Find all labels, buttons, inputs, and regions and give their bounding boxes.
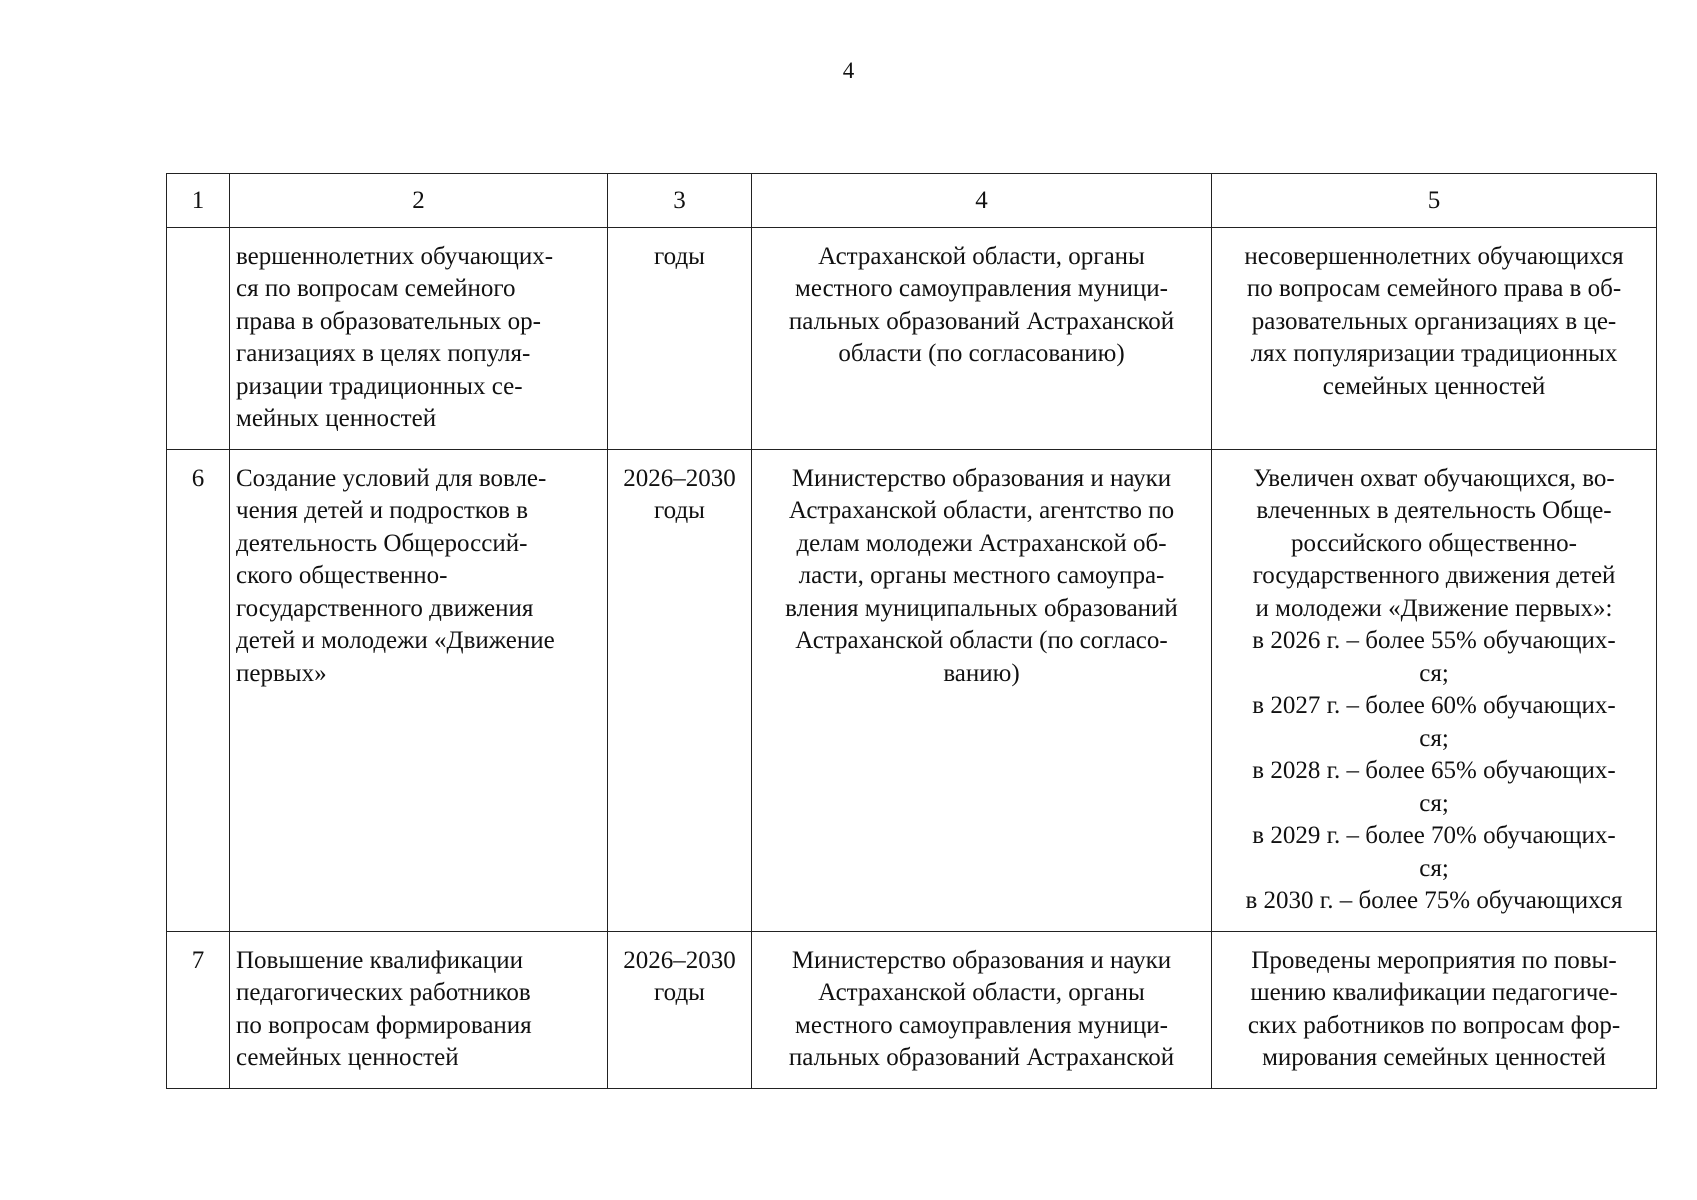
period-line: 2026–2030 bbox=[623, 464, 736, 492]
result-line: Проведены мероприятия по повы- bbox=[1251, 946, 1617, 974]
header-col-4: 4 bbox=[752, 174, 1212, 228]
result-cell bbox=[1212, 931, 1657, 1088]
task-cell bbox=[230, 449, 608, 931]
executors-line: области (по согласованию) bbox=[838, 340, 1125, 367]
result-line: ся; bbox=[1419, 789, 1449, 817]
result-line: в 2030 г. – более 75% обучающихся bbox=[1245, 887, 1623, 914]
task-line: по вопросам формирования bbox=[236, 1011, 532, 1039]
result-line: ских работников по вопросам фор- bbox=[1247, 1011, 1621, 1039]
executors-line: вления муниципальных образований bbox=[785, 594, 1178, 622]
result-line: в 2028 г. – более 65% обучающих- bbox=[1252, 757, 1616, 784]
table-row bbox=[167, 449, 1657, 931]
table-row bbox=[167, 931, 1657, 1088]
period-line: годы bbox=[654, 979, 705, 1006]
task-line: первых» bbox=[236, 659, 327, 687]
result-line: и молодежи «Движение первых»: bbox=[1255, 594, 1613, 622]
result-line: семейных ценностей bbox=[1322, 372, 1546, 400]
executors-line: Астраханской области (по согласо- bbox=[795, 627, 1168, 654]
result-line: Увеличен охват обучающихся, во- bbox=[1253, 464, 1615, 492]
task-line: педагогических работников bbox=[236, 979, 531, 1006]
measures-table bbox=[166, 173, 1657, 1089]
executors-line: местного самоуправления муници- bbox=[795, 1011, 1168, 1039]
executors-line: пальных образований Астраханской bbox=[788, 1044, 1175, 1071]
executors-line: Министерство образования и науки bbox=[791, 946, 1172, 974]
result-cell bbox=[1212, 449, 1657, 931]
result-line: в 2029 г. – более 70% обучающих- bbox=[1252, 822, 1616, 849]
period-cell bbox=[608, 449, 752, 931]
task-line: чения детей и подростков в bbox=[236, 497, 529, 524]
task-line: ского общественно- bbox=[236, 562, 448, 589]
table-header-row bbox=[167, 174, 1657, 228]
task-cell bbox=[230, 931, 608, 1088]
task-line: вершеннолетних обучающих- bbox=[236, 242, 554, 270]
result-line: ся; bbox=[1419, 659, 1449, 687]
executors-cell bbox=[752, 227, 1212, 449]
task-line: детей и молодежи «Движение bbox=[236, 627, 555, 654]
result-line: российского общественно- bbox=[1291, 529, 1577, 557]
result-line: влеченных в деятельность Обще- bbox=[1256, 497, 1612, 524]
row-number-cell: 7 bbox=[167, 931, 230, 1088]
row-number-cell: 6 bbox=[167, 449, 230, 931]
result-cell bbox=[1212, 227, 1657, 449]
header-col-3: 3 bbox=[608, 174, 752, 228]
executors-cell bbox=[752, 931, 1212, 1088]
period-line: годы bbox=[654, 497, 705, 524]
executors-line: местного самоуправления муници- bbox=[795, 275, 1168, 302]
result-line: мирования семейных ценностей bbox=[1262, 1044, 1606, 1071]
header-col-2: 2 bbox=[230, 174, 608, 228]
result-line: несовершеннолетних обучающихся bbox=[1244, 242, 1624, 270]
task-line: ганизациях в целях популя- bbox=[236, 340, 531, 367]
task-line: семейных ценностей bbox=[236, 1044, 459, 1071]
result-line: лях популяризации традиционных bbox=[1250, 340, 1618, 367]
executors-line: Министерство образования и науки bbox=[791, 464, 1172, 492]
result-line: ся; bbox=[1419, 724, 1449, 752]
result-line: по вопросам семейного права в об- bbox=[1246, 275, 1622, 302]
result-line: государственного движения детей bbox=[1252, 562, 1616, 589]
task-line: ризации традиционных се- bbox=[236, 372, 523, 400]
result-line: в 2027 г. – более 60% обучающих- bbox=[1252, 692, 1616, 719]
page-number: 4 bbox=[842, 58, 855, 83]
task-line: государственного движения bbox=[236, 594, 534, 622]
period-cell bbox=[608, 227, 752, 449]
period-cell bbox=[608, 931, 752, 1088]
executors-line: Астраханской области, агентство по bbox=[788, 497, 1175, 524]
header-col-1: 1 bbox=[167, 174, 230, 228]
result-line: в 2026 г. – более 55% обучающих- bbox=[1252, 627, 1616, 654]
period-line: годы bbox=[654, 242, 705, 270]
result-line: ся; bbox=[1419, 854, 1449, 882]
executors-line: пальных образований Астраханской bbox=[788, 307, 1175, 335]
executors-line: ванию) bbox=[943, 659, 1020, 687]
executors-line: делам молодежи Астраханской об- bbox=[796, 529, 1167, 557]
result-line: разовательных организациях в це- bbox=[1251, 307, 1617, 335]
task-line: права в образовательных ор- bbox=[236, 307, 541, 335]
executors-line: Астраханской области, органы bbox=[818, 242, 1145, 270]
executors-cell bbox=[752, 449, 1212, 931]
executors-line: Астраханской области, органы bbox=[818, 979, 1145, 1006]
task-cell bbox=[230, 227, 608, 449]
period-line: 2026–2030 bbox=[623, 946, 736, 974]
table-row bbox=[167, 227, 1657, 449]
executors-line: ласти, органы местного самоупра- bbox=[798, 562, 1165, 589]
row-number-cell bbox=[167, 227, 230, 449]
task-line: Создание условий для вовле- bbox=[236, 464, 547, 492]
result-line: шению квалификации педагогиче- bbox=[1250, 979, 1618, 1006]
task-line: мейных ценностей bbox=[236, 405, 437, 432]
task-line: деятельность Общероссий- bbox=[236, 529, 528, 557]
header-col-5: 5 bbox=[1212, 174, 1657, 228]
task-line: Повышение квалификации bbox=[236, 946, 523, 974]
task-line: ся по вопросам семейного bbox=[236, 275, 516, 302]
